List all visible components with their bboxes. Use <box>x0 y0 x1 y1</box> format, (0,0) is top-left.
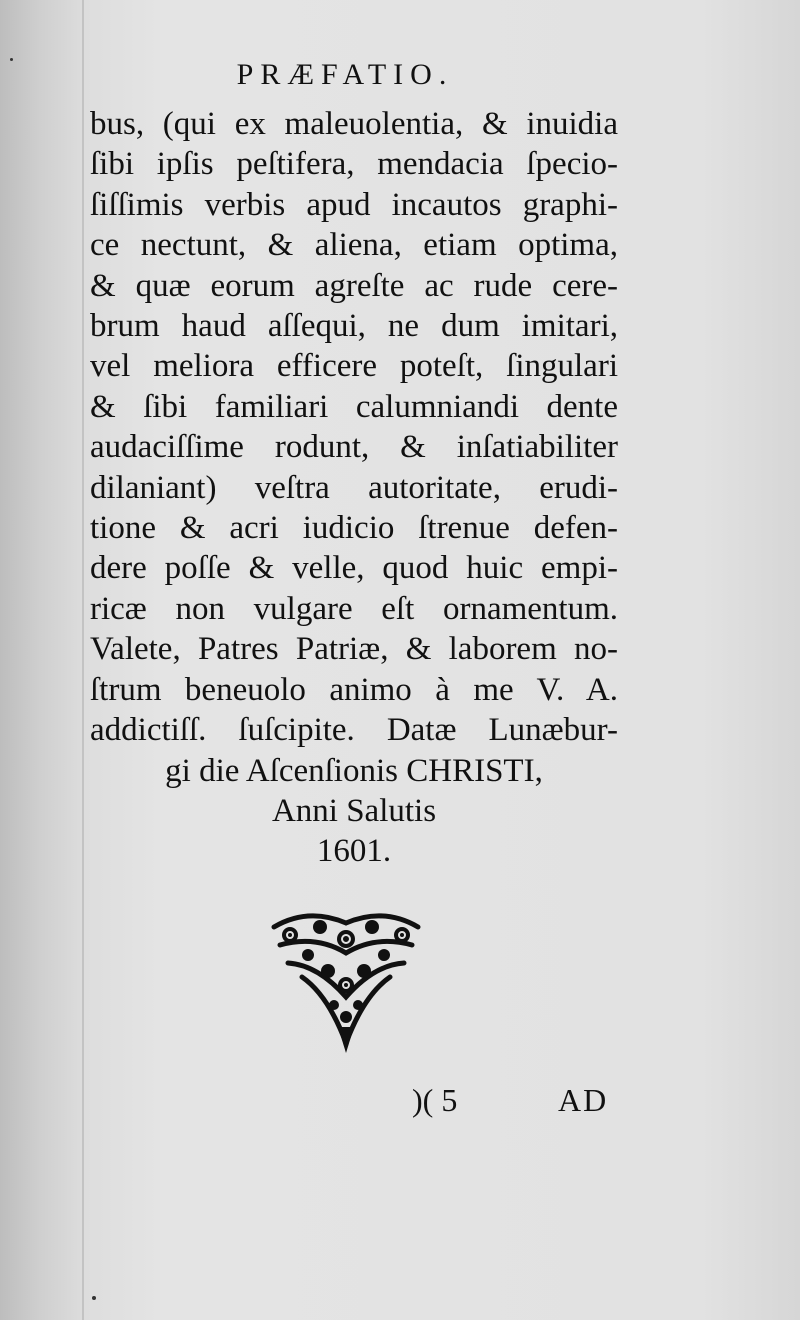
signature-mark: )( 5 <box>412 1082 458 1118</box>
page-gutter <box>82 0 84 1320</box>
text-line: Valete, Patres Patriæ, & laborem no- <box>90 631 618 668</box>
text-line: ſibi ipſis peſtifera, mendacia ſpecio- <box>90 146 618 183</box>
text-line: & ſibi familiari calumniandi dente <box>90 388 618 425</box>
text-line: ſiſſimis verbis apud incautos graphi- <box>90 186 618 223</box>
text-line: dere poſſe & velle, quod huic empi- <box>90 550 618 587</box>
paper-speck <box>92 1296 96 1300</box>
text-line: 1601. <box>316 833 392 870</box>
text-line: gi die Aſcenſionis CHRISTI, <box>165 752 543 789</box>
running-header: PRÆFATIO. <box>236 58 454 91</box>
paper-speck <box>10 58 13 61</box>
text-line: ricæ non vulgare eſt ornamentum. <box>90 590 618 627</box>
text-line: bus, (qui ex maleuolentia, & inuidia <box>90 106 618 142</box>
text-line: tione & acri iudicio ſtrenue defen- <box>90 510 618 547</box>
text-line: Anni Salutis <box>271 792 437 829</box>
text-line: ce nectunt, & aliena, etiam optima, <box>90 227 618 264</box>
body-text <box>90 104 618 872</box>
text-line: dilaniant) veſtra autoritate, erudi- <box>90 469 618 506</box>
text-line: brum haud aſſequi, ne dum imitari, <box>90 308 618 345</box>
catchword: AD <box>558 1082 609 1118</box>
text-line: vel meliora efficere poteſt, ſingulari <box>90 348 618 385</box>
text-line: ſtrum beneuolo animo à me V. A. <box>90 671 618 708</box>
text-line: addictiſſ. ſuſcipite. Datæ Lunæbur- <box>90 712 618 749</box>
text-line: audaciſſime rodunt, & inſatiabiliter <box>90 429 618 466</box>
text-line: & quæ eorum agreſte ac rude cere- <box>90 267 618 304</box>
ornament-icon <box>268 905 424 1055</box>
